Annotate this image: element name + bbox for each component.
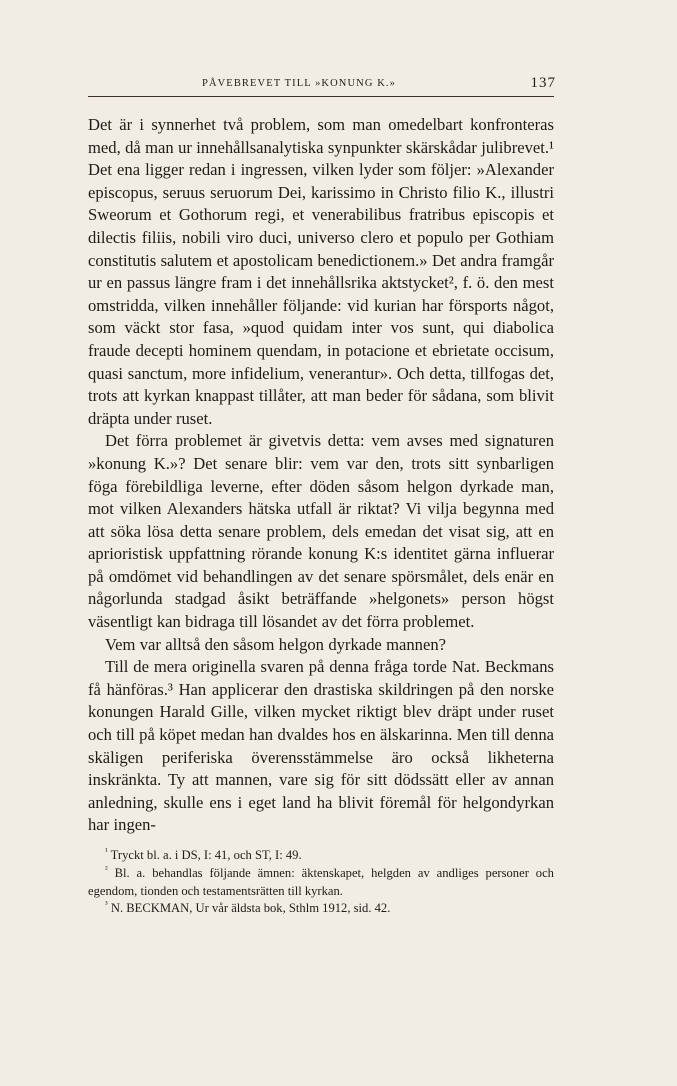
- page-number: 137: [530, 75, 556, 91]
- footnote: [88, 847, 554, 865]
- book-page: [88, 74, 558, 918]
- footnote-text: Tryckt bl. a. i DS, I: 41, och ST, I: 49.: [110, 848, 302, 862]
- footnote: [88, 900, 554, 918]
- paragraph: Till de mera originella svaren på denna fråga torde Nat. Beckmans få hänföras.³ Han applicerar den drastiska skildringen på den norske konungen Harald Gille, vilken mycket riktigt blev dräpt under ruset och till på köpet medan han dvaldes hos en älskarinna. Men till denna skäligen periferiska överensstämmelse äro också likheterna inskränkta. Ty att mannen, vare sig för sitt dödssätt eller av annan anledning, skulle ens i eget land ha blivit föremål för helgondyrkan har ingen-: [88, 657, 554, 835]
- footnote-text: N. BECKMAN, Ur vår äldsta bok, Sthlm 1912, sid. 42.: [110, 901, 391, 916]
- paragraph: Det förra problemet är givetvis detta: vem avses med signaturen »konung K.»? Det senare blir: vem var den, trots sitt synbarligen föga förebildliga leverne, efter döden såsom helgon dyrkade man, mot vilken Alexanders hätska utfall är riktat? Vi vilja begynna med att söka lösa detta senare problem, dels emedan det visat sig, att en aprioristisk uppfattning rörande konung K:s identitet gärna influerar på omdömet vid behandlingen av det senare spörsmålet, dels enär en någorlunda stadgad åsikt beträffande »helgonets» person högst väsentligt kan bidraga till lösandet av det förra problemet.: [88, 431, 554, 632]
- footnote-mark: ³: [105, 899, 108, 910]
- footnotes: [88, 847, 554, 918]
- running-title: PÅVEBREVET TILL »KONUNG K.»: [202, 78, 396, 89]
- footnote-text: Bl. a. behandlas följande ämnen: äktenskapet, helgden av andliges personer och egendom, tionden och testamentsrätten till kyrkan.: [88, 865, 554, 898]
- paragraph: Det är i synnerhet två problem, som man omedelbart konfronteras med, då man ur innehållsanalytiska synpunkter skärskådar julibrevet.¹ Det ena ligger redan i ingressen, vilken lyder som följer: »Alexander episcopus, seruus seruorum Dei, karissimo in Christo filio K., illustri Sweorum et Gothorum regi, et venerabilibus fratribus episcopis et dilectis filiis, nobili viro duci, universo clero et populo per Gothiam constitutis salutem et apostolicam benedictionem.» Det andra framgår ur en passus längre fram i det innehållsrika aktstycket², f. ö. den mest omstridda, vilken innehåller följande: vid kurian har försports något, som väckt stor fasa, »quod quidam inter vos sunt, qui diabolica fraude decepti hominem quendam, in potacione et ebrietate occisum, quasi sanctum, more infidelium, venerantur». Och detta, tillfogas det, trots att kyrkan knappast tillåter, att man beder för sådana, som blivit dräpta under ruset.: [88, 115, 554, 428]
- running-header: [88, 74, 554, 97]
- footnote-mark: ²: [105, 863, 108, 874]
- footnote: [88, 865, 554, 901]
- footnote-mark: ¹: [105, 845, 108, 856]
- body-text: [88, 114, 554, 837]
- paragraph: Vem var alltså den såsom helgon dyrkade mannen?: [105, 634, 447, 654]
